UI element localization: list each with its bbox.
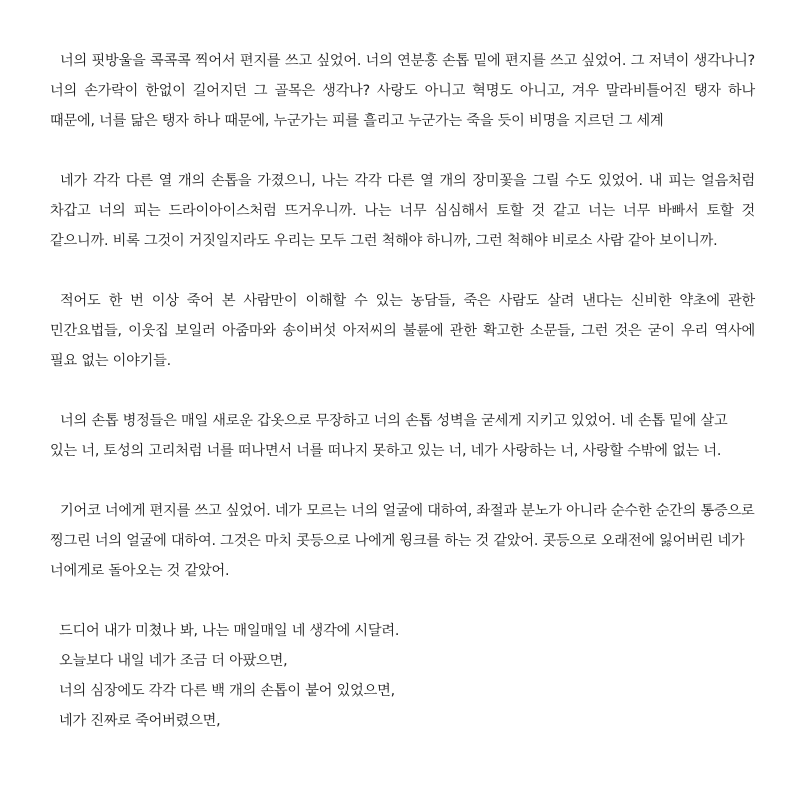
- verse-line-1: 드디어 내가 미쳤나 봐, 나는 매일매일 네 생각에 시달려.: [59, 623, 400, 639]
- paragraph-3: 적어도 한 번 이상 죽어 본 사람만이 이해할 수 있는 농담들, 죽은 사람도 살려 낸다는 신비한 약초에 관한 민간요법들, 이웃집 보일러 아줌마와 송이버섯 아저씨의 불륜에 관한 확고한 소문들, 그런 것은 굳이 우리 역사에 필요 없는 이야기들.: [50, 293, 755, 369]
- closing-verse: [50, 616, 755, 736]
- verse-line-3: 너의 심장에도 각각 다른 백 개의 손톱이 붙어 있었으면,: [59, 683, 395, 699]
- paragraph-1: 너의 핏방울을 콕콕콕 찍어서 편지를 쓰고 싶었어. 너의 연분홍 손톱 밑에 편지를 쓰고 싶었어. 그 저녁이 생각나니? 너의 손가락이 한없이 길어지던 그 골목은 생각나? 사랑도 아니고 혁명도 아니고, 겨우 말라비틀어진 탱자 하나 때문에, 너를 닮은 탱자 하나 때문에, 누군가는 피를 흘리고 누군가는 죽을 듯이 비명을 지르던 그 세계: [50, 53, 755, 129]
- verse-line-4: 네가 진짜로 죽어버렸으면,: [59, 713, 221, 729]
- paragraph-4: 너의 손톱 병정들은 매일 새로운 갑옷으로 무장하고 너의 손톱 성벽을 굳세게 지키고 있었어. 네 손톱 밑에 살고 있는 너, 토성의 고리처럼 너를 떠나면서 너를 떠나지 못하고 있는 너, 네가 사랑하는 너, 사랑할 수밖에 없는 너.: [50, 413, 728, 459]
- paragraph-5: 기어코 너에게 편지를 쓰고 싶었어. 네가 모르는 너의 얼굴에 대하여, 좌절과 분노가 아니라 순수한 순간의 통증으로 찡그린 너의 얼굴에 대하여. 그것은 마치 콧등으로 나에게 윙크를 하는 것 같았어. 콧등으로 오래전에 잃어버린 네가 너에게로 돌아오는 것 같았어.: [50, 503, 755, 579]
- document-body: [50, 46, 755, 736]
- paragraph-2: 네가 각각 다른 열 개의 손톱을 가졌으니, 나는 각각 다른 열 개의 장미꽃을 그릴 수도 있었어. 내 피는 얼음처럼 차갑고 너의 피는 드라이아이스처럼 뜨거우니까. 나는 너무 심심해서 토할 것 같고 너는 너무 바빠서 토할 것 같으니까. 비록 그것이 거짓일지라도 우리는 모두 그런 척해야 하니까, 그런 척해야 비로소 사람 같아 보이니까.: [50, 173, 755, 249]
- verse-line-2: 오늘보다 내일 네가 조금 더 아팠으면,: [59, 653, 288, 669]
